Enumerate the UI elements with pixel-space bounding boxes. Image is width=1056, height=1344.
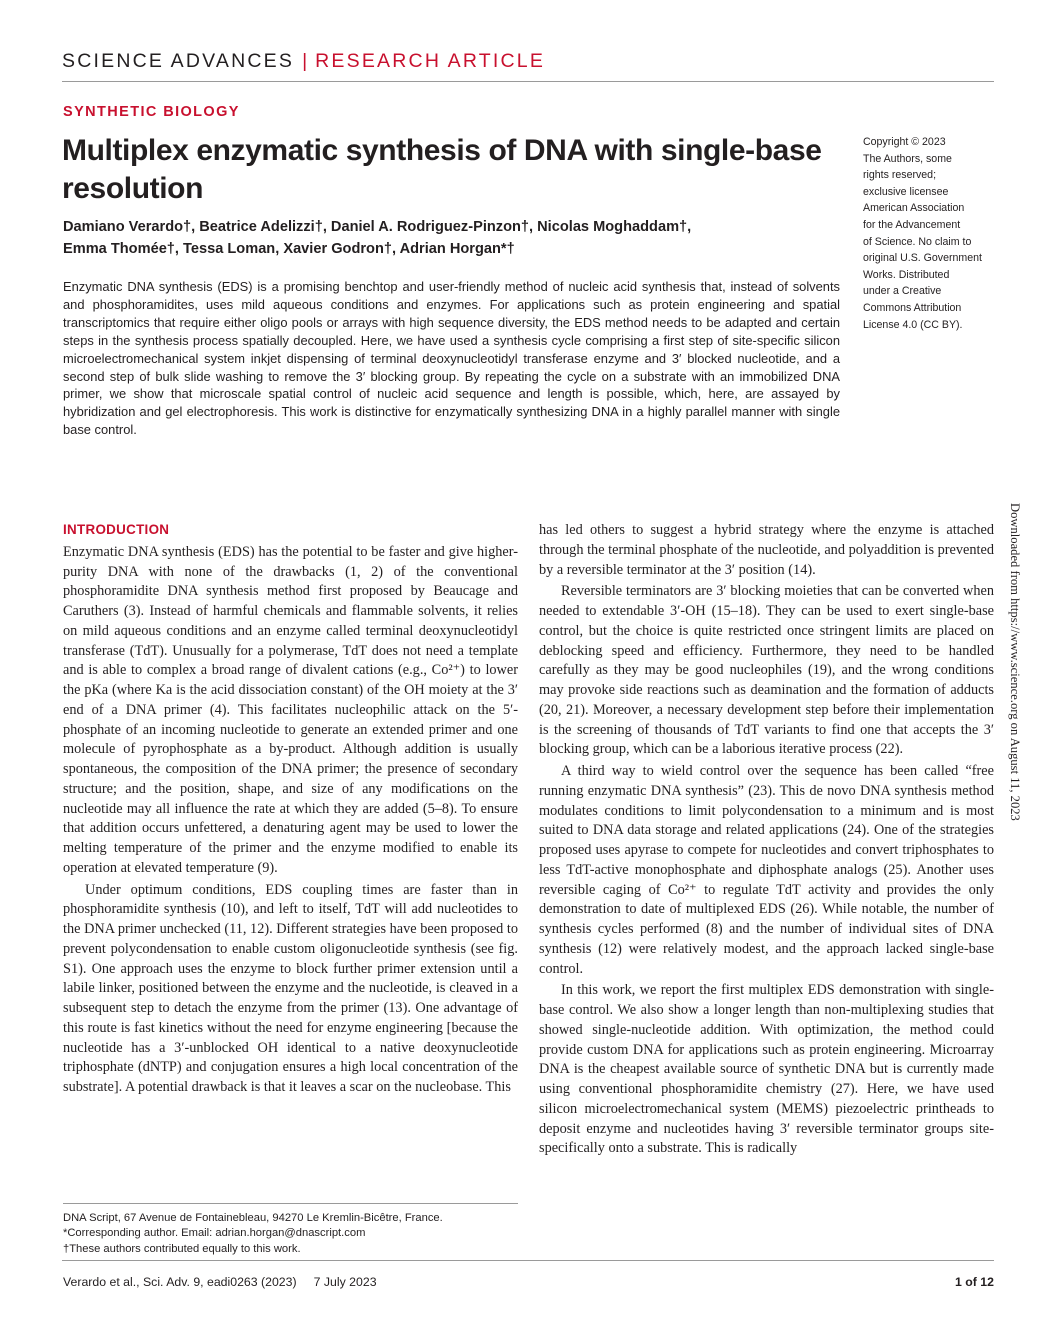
body-paragraph: Reversible terminators are 3′ blocking moieties that can be converted when needed to extendable 3′-OH (15–18). They can be used to exert single-base control, but the choice is quite restricted once stringent limits are placed on deblocking speed and efficiency. Furthermore, they need to be handled carefully as they may be good nucleophiles (19), and the wrong conditions may provoke side reactions such as deamination and the formation of adducts (20, 21). Moreover, a necessary development step before their implementation is the screening of thousands of TdT variants to find one that accepts the 3′ blocking group, which can be a laborious iterative process (22). <box>539 583 994 758</box>
body-paragraph: Under optimum conditions, EDS coupling times are faster than in phosphoramidite synthesis (10), and left to itself, TdT will add nucleotides to the DNA primer unchecked (11, 12). Different strategies have been proposed to prevent polycondensation to enable custom oligonucleotide synthesis (see fig. S1). One approach uses the enzyme to block further primer extension until a labile linker, positioned between the enzyme and the nucleotide, is cleaved in a subsequent step to detach the enzyme from the primer (13). One advantage of this route is fast kinetics without the need for enzyme engineering [because the nucleotide has a 3′-unblocked OH identical to a native deoxynucleotide triphosphate (dNTP) and conjugation ensures a high local concentration of the substrate]. A potential drawback is that it leaves a scar on the nucleobase. This <box>63 881 518 1095</box>
affiliation-footnote: DNA Script, 67 Avenue de Fontainebleau, 94270 Le Kremlin-Bicêtre, France. <box>63 1212 443 1224</box>
header-separator: | <box>302 50 308 72</box>
author-list <box>63 216 853 260</box>
equal-contribution-footnote: †These authors contributed equally to this work. <box>63 1242 301 1255</box>
journal-header <box>62 50 545 73</box>
body-paragraph: Enzymatic DNA synthesis (EDS) has the potential to be faster and give higher-purity DNA with none of the drawbacks (1, 2) of the conventional phosphoramidite DNA synthesis method first proposed by Beaucage and Caruthers (3). Instead of harmful chemicals and flammable solvents, it relies on mild aqueous conditions and an enzyme called terminal deoxynucleotidyl transferase (TdT). Unusually for a polymerase, TdT does not need a template and is able to complex a broad range of divalent cations (e.g., Co²⁺) to lower the pKa (where Ka is the acid dissociation constant) of the OH moiety at the 3′ end of a DNA primer (4). This facilitates nucleophilic attack on the 5′-phosphate of an incoming nucleotide to generate an extended primer and one molecule of pyrophosphate as a by-product. Although addition is usually spontaneous, the composition of the DNA primer; the presence of secondary structure; and the position, shape, and size of any modifications on the nucleotide may all influence the rate at which they are added (5–8). To ensure that addition occurs unfettered, a denaturing agent may be used to lower the melting temperature of the primer and the enzyme modified to enable its operation at elevated temperature (9). <box>63 543 518 876</box>
article-type: RESEARCH ARTICLE <box>315 50 546 72</box>
download-note <box>1006 503 1022 873</box>
body-paragraph: has led others to suggest a hybrid strategy where the enzyme is attached through the terminal phosphate of the nucleotide, and polyaddition is prevented by a reversible terminator at the 3′ position (14). <box>539 522 994 578</box>
footer-rule <box>62 1260 994 1261</box>
author-line-1: Damiano Verardo†, Beatrice Adelizzi†, Daniel A. Rodriguez-Pinzon†, Nicolas Moghaddam†, <box>63 219 692 235</box>
copyright-line: American Association <box>863 202 965 215</box>
download-note-text: Downloaded from https://www.science.org on August 11, 2023 <box>1008 503 1022 821</box>
journal-name: SCIENCE ADVANCES <box>62 50 295 72</box>
abstract: Enzymatic DNA synthesis (EDS) is a promising benchtop and user-friendly method of nucleic acid synthesis that, instead of solvents and phosphoramidites, uses mild aqueous conditions and enzymes. For applications such as protein engineering and spatial transcriptomics that require either oligo pools or arrays with high sequence diversity, the EDS method needs to be adapted and certain steps in the synthesis process spatially decoupled. Here, we have used a synthesis cycle comprising a first step of site-specific silicon microelectromechanical system inkjet dispensing of terminal deoxynucleotidyl transferase enzyme and 3′ blocked nucleotide, and a second step of bulk slide washing to remove the 3′ blocking group. By repeating the cycle on a substrate with an immobilized DNA primer, we show that microscale spatial control of nucleic acid sequence and length is possible, which, here, are assayed by hybridization and gel electrophoresis. This work is distinctive for enzymatically synthesizing DNA in a highly parallel manner with single base control. <box>63 279 840 438</box>
header-rule <box>62 81 994 82</box>
copyright-line: original U.S. Government <box>863 252 982 265</box>
body-column-right <box>539 521 994 1159</box>
copyright-line: Works. Distributed <box>863 268 950 281</box>
section-heading-introduction: INTRODUCTION <box>63 522 170 537</box>
citation-footer: Verardo et al., Sci. Adv. 9, eadi0263 (2023) 7 July 2023 <box>63 1275 377 1289</box>
copyright-line: exclusive licensee <box>863 185 949 198</box>
copyright-line: Commons Attribution <box>863 301 962 314</box>
copyright-line: Copyright © 2023 <box>863 136 946 148</box>
copyright-line: License 4.0 (CC BY). <box>863 318 963 331</box>
copyright-notice <box>863 134 1003 333</box>
copyright-line: of Science. No claim to <box>863 235 972 248</box>
body-paragraph: In this work, we report the first multiplex EDS demonstration with single-base control. We also show a longer length than non-multiplexing studies that showed single-nucleotide addition. With optimization, the method could provide custom DNA for applications such as protein engineering. Microarray DNA is the cheapest available source of synthetic DNA but is currently made using conventional phosphoramidite chemistry (27). Here, we have used silicon microelectromechanical system (MEMS) piezoelectric printheads to deposit enzyme and nucleotides having 3′ reversible terminator groups site-specifically onto a substrate. This is radically <box>539 982 994 1157</box>
copyright-line: for the Advancement <box>863 218 961 231</box>
article-title: Multiplex enzymatic synthesis of DNA with single-base resolution <box>62 134 822 205</box>
copyright-line: rights reserved; <box>863 169 937 182</box>
body-column-left <box>63 520 518 1098</box>
corresponding-author-footnote: *Corresponding author. Email: adrian.horgan@dnascript.com <box>63 1227 366 1240</box>
author-line-2: Emma Thomée†, Tessa Loman, Xavier Godron†, Adrian Horgan*† <box>63 241 515 257</box>
section-label: SYNTHETIC BIOLOGY <box>63 104 240 120</box>
footnotes <box>63 1211 523 1257</box>
copyright-line: The Authors, some <box>863 152 952 165</box>
page-number: 1 of 12 <box>955 1275 994 1289</box>
footnote-rule <box>63 1203 518 1204</box>
copyright-line: under a Creative <box>863 285 942 298</box>
body-paragraph: A third way to wield control over the sequence has been called “free running enzymatic DNA synthesis” (23). This de novo DNA synthesis method modulates conditions to limit polycondensation to a minimum and is most suited to DNA data storage and related applications (24). One of the strategies proposed uses apyrase to compete for nucleotides and convert triphosphates to less TdT-active monophosphate and diphosphate analogs (25). Another uses reversible caging of Co²⁺ to regulate TdT activity and provides the only demonstration to date of multiplexed EDS (26). While notable, the number of synthesis cycles performed (8) and the number of individual sites of DNA synthesis (12) were relatively modest, and the approach lacked single-base control. <box>539 763 994 977</box>
